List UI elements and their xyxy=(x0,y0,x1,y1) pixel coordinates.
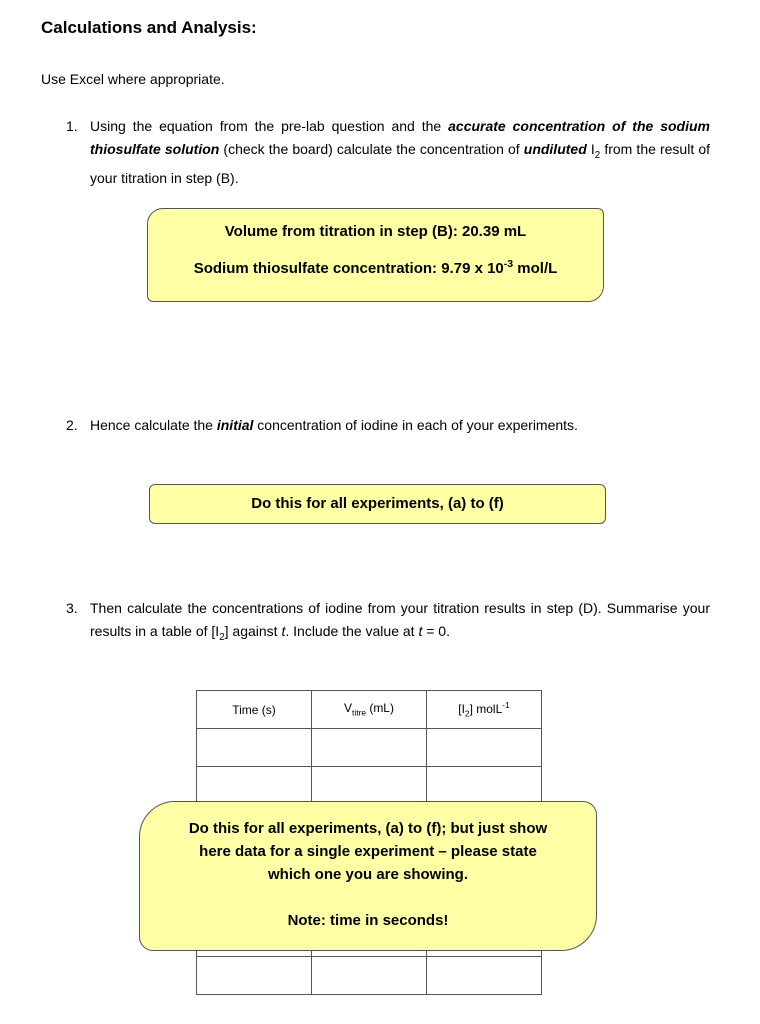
table-header-row xyxy=(197,691,542,729)
q2-text-1: Hence calculate the xyxy=(90,417,217,433)
q1-emphasis-1: accurate concentration of the sodium thiosulfate solution xyxy=(90,118,710,157)
question-2-text xyxy=(90,414,710,437)
table-cell[interactable] xyxy=(197,957,312,995)
q2-text-2: concentration of iodine in each of your experiments. xyxy=(253,417,578,433)
concentration-unit: mol/L xyxy=(513,260,558,277)
iodine-unit-exponent: -1 xyxy=(502,700,510,711)
iodine-bracket-open: [I xyxy=(458,702,465,717)
question-3-number: 3. xyxy=(66,600,78,616)
iodine-unit: ] molL xyxy=(469,702,503,717)
table-cell[interactable] xyxy=(312,957,427,995)
table-cell[interactable] xyxy=(427,767,542,805)
q1-text-1: Using the equation from the pre-lab question and the xyxy=(90,118,449,134)
vtitre-symbol: V xyxy=(344,701,353,716)
concentration-prefix: Sodium thiosulfate concentration: 9.79 x 10 xyxy=(193,260,504,277)
vtitre-unit: (mL) xyxy=(365,701,394,716)
question-1-text xyxy=(90,115,710,190)
header-iodine-conc xyxy=(427,691,542,729)
concentration-exponent: -3 xyxy=(503,258,514,270)
intro-text: Use Excel where appropriate. xyxy=(41,71,225,87)
q3-italic-t-2: t xyxy=(418,623,423,639)
q1-subscript: 2 xyxy=(594,149,601,161)
table-cell[interactable] xyxy=(427,957,542,995)
question-3-text xyxy=(90,597,710,649)
vtitre-subscript: titre xyxy=(352,707,366,718)
callout-line-3: which one you are showing. xyxy=(267,866,469,883)
q1-emphasis-2: undiluted xyxy=(523,141,587,157)
concentration-line xyxy=(148,258,603,277)
table-cell[interactable] xyxy=(312,767,427,805)
q3-text-2: ] against xyxy=(224,623,282,639)
callout-instructions xyxy=(140,817,596,886)
q3-italic-t-1: t xyxy=(281,623,286,639)
q1-text-2: (check the board) calculate the concentration of xyxy=(219,141,524,157)
question-2 xyxy=(66,414,710,437)
table-cell[interactable] xyxy=(427,729,542,767)
question-1 xyxy=(66,115,710,190)
q3-text-3: . Include the value at xyxy=(285,623,419,639)
table-row xyxy=(197,767,542,805)
callout-line-2: here data for a single experiment – please state xyxy=(199,843,537,860)
question-1-number: 1. xyxy=(66,118,78,134)
titration-data-box xyxy=(147,208,604,302)
q1-text-4: from the result of your titration in step (B). xyxy=(90,141,711,186)
table-cell[interactable] xyxy=(197,767,312,805)
iodine-subscript: 2 xyxy=(464,708,470,719)
all-experiments-note: Do this for all experiments, (a) to (f) xyxy=(149,484,606,524)
volume-line: Volume from titration in step (B): 20.39 mL xyxy=(224,223,527,240)
q3-text-4: = 0. xyxy=(422,623,450,639)
single-experiment-callout xyxy=(139,801,597,951)
q3-subscript: 2 xyxy=(219,631,225,643)
question-3 xyxy=(66,597,710,649)
table-row xyxy=(197,957,542,995)
q3-text-1: Then calculate the concentrations of iodine from your titration results in step (D). Summarise your results in a table of [I xyxy=(90,600,710,639)
callout-note: Note: time in seconds! xyxy=(287,912,449,929)
callout-line-1: Do this for all experiments, (a) to (f); but just show xyxy=(188,820,548,837)
header-time: Time (s) xyxy=(197,691,312,729)
table-cell[interactable] xyxy=(312,729,427,767)
table-cell[interactable] xyxy=(197,729,312,767)
table-row xyxy=(197,729,542,767)
question-2-number: 2. xyxy=(66,417,78,433)
q2-emphasis: initial xyxy=(216,417,254,433)
header-vtitre xyxy=(312,691,427,729)
section-heading: Calculations and Analysis: xyxy=(41,18,257,37)
q1-text-3: I xyxy=(586,141,595,157)
